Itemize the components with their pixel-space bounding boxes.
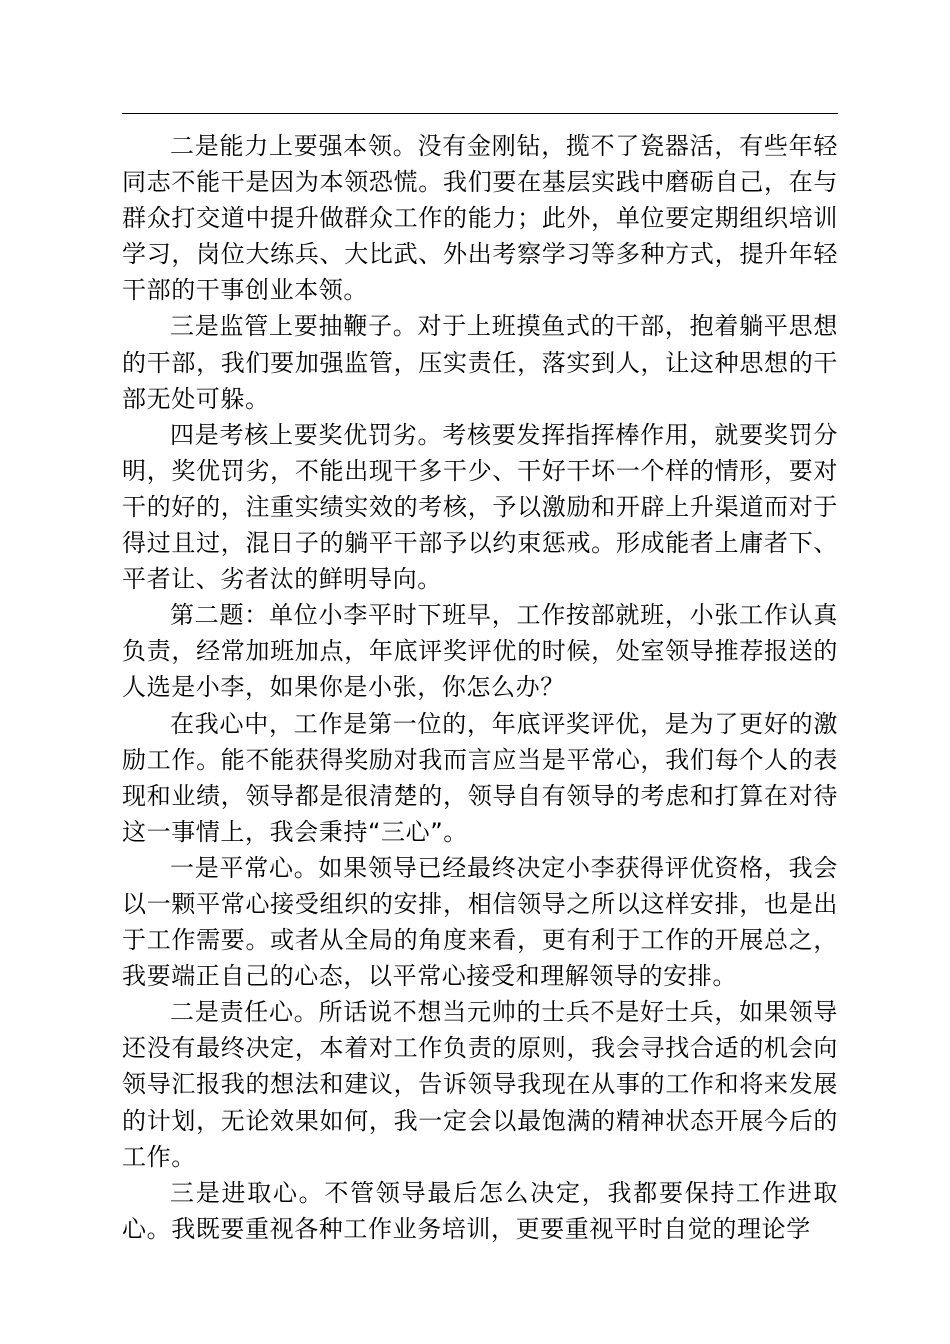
paragraph-ambition: 三是进取心。不管领导最后怎么决定，我都要保持工作进取心。我既要重视各种工作业务培训，更要重视平时自觉的理论学 <box>122 1178 838 1243</box>
paragraph-answer-intro: 在我心中，工作是第一位的，年底评奖评优，是为了更好的激励工作。能不能获得奖励对我而言应当是平常心，我们每个人的表现和业绩，领导都是很清楚的，领导自有领导的考虑和打算在对待这一事情上，我会秉持“三心”。 <box>122 709 838 846</box>
paragraph-question-two: 第二题：单位小李平时下班早，工作按部就班，小张工作认真负责，经常加班加点，年底评奖评优的时候，处室领导推荐报送的人选是小李，如果你是小张，你怎么办？ <box>122 601 838 702</box>
paragraph-calm-mind: 一是平常心。如果领导已经最终决定小李获得评优资格，我会以一颗平常心接受组织的安排，相信领导之所以这样安排，也是出于工作需要。或者从全局的角度来看，更有利于工作的开展总之，我要端正自己的心态，以平常心接受和理解领导的安排。 <box>122 853 838 991</box>
paragraph-ability: 二是能力上要强本领。没有金刚钻，揽不了瓷器活，有些年轻同志不能干是因为本领恐慌。我们要在基层实践中磨砺自己，在与群众打交道中提升做群众工作的能力；此外，单位要定期组织培训学习，岗位大练兵、大比武、外出考察学习等多种方式，提升年轻干部的干事创业本领。 <box>122 132 838 305</box>
body-text <box>122 128 838 1247</box>
paragraph-supervision: 三是监管上要抽鞭子。对于上班摸鱼式的干部，抱着躺平思想的干部，我们要加强监管，压实责任，落实到人，让这种思想的干部无处可躲。 <box>122 312 838 413</box>
paragraph-responsibility: 二是责任心。所话说不想当元帅的士兵不是好士兵，如果领导还没有最终决定，本着对工作负责的原则，我会寻找合适的机会向领导汇报我的想法和建议，告诉领导我现在从事的工作和将来发展的计划，无论效果如何，我一定会以最饱满的精神状态开展今后的工作。 <box>122 998 838 1171</box>
header-rule <box>122 113 838 114</box>
paragraph-assessment: 四是考核上要奖优罚劣。考核要发挥指挥棒作用，就要奖罚分明，奖优罚劣，不能出现干多干少、干好干坏一个样的情形，要对干的好的，注重实绩实效的考核，予以激励和开辟上升渠道而对于得过且过，混日子的躺平干部予以约束惩戒。形成能者上庸者下、平者让、劣者汰的鲜明导向。 <box>122 420 838 594</box>
